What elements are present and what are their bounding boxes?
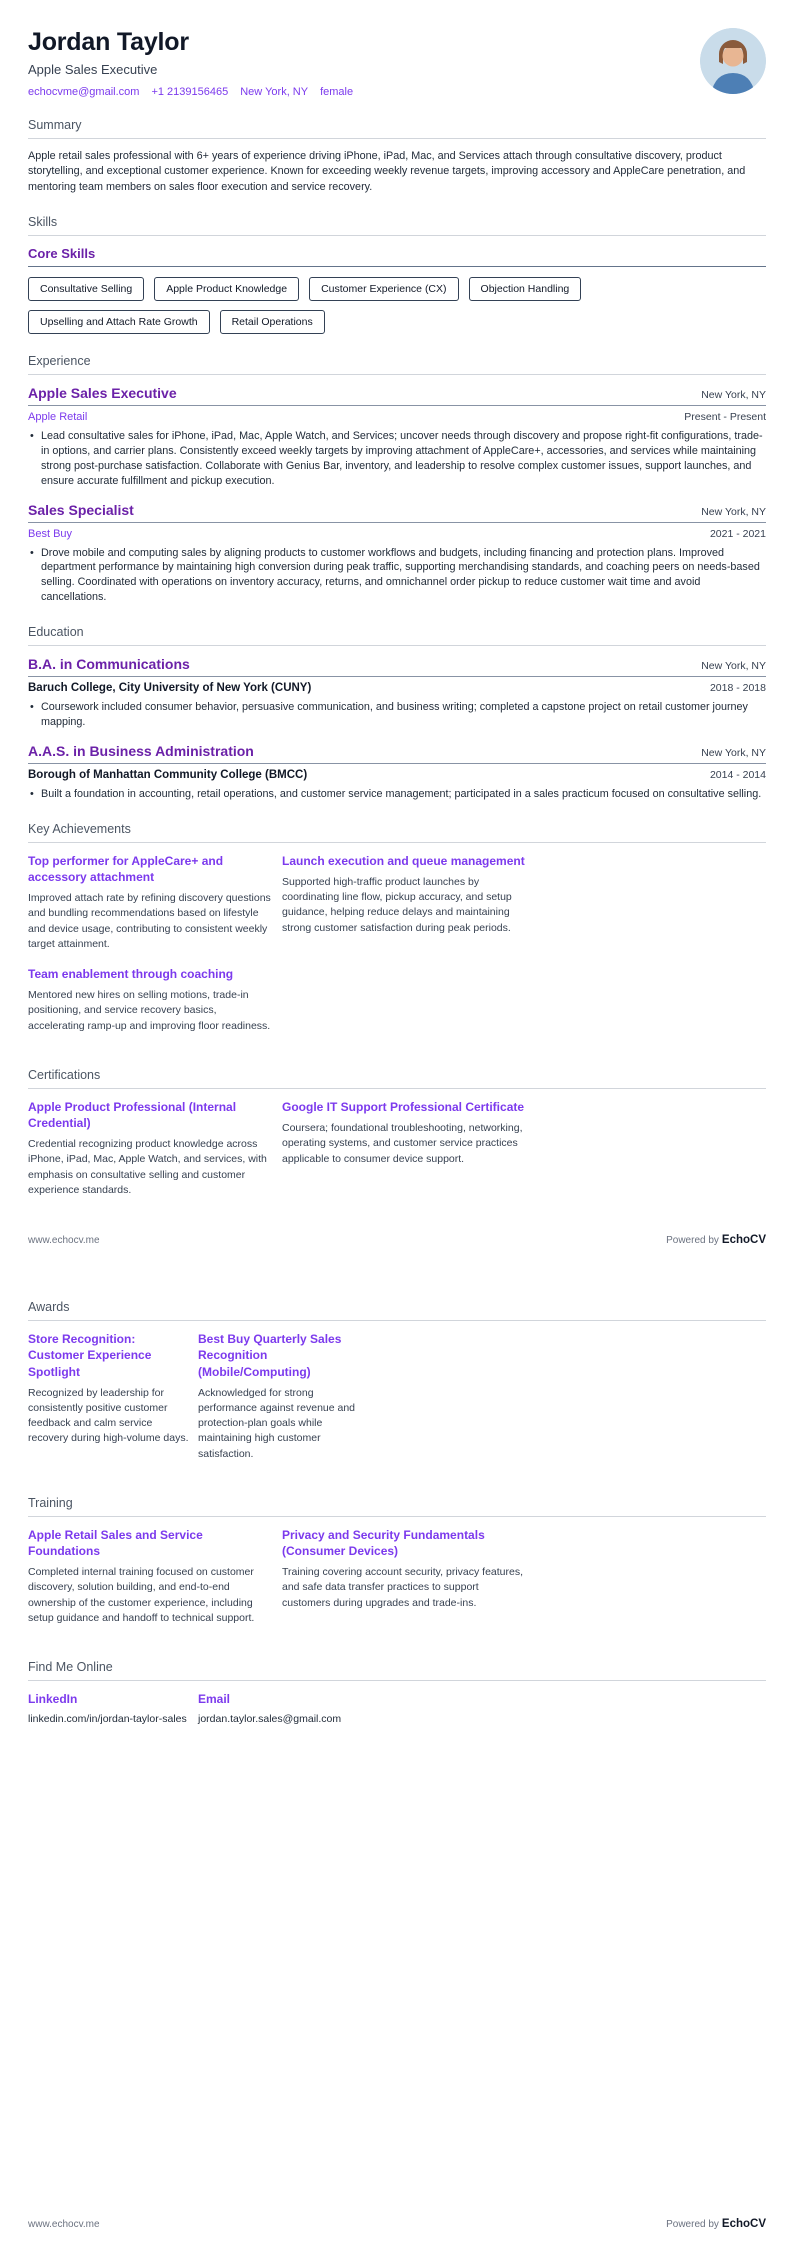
- training-text: Completed internal training focused on customer discovery, solution building, and end-to-end ownership of the customer experience, including setup guidance and handoff to technical support.: [28, 1566, 255, 1624]
- header-text: [28, 28, 353, 98]
- degree-location: New York, NY: [701, 660, 766, 673]
- award-item: [28, 1331, 190, 1446]
- section-awards: [28, 1300, 766, 1476]
- email-link[interactable]: jordan.taylor.sales@gmail.com: [198, 1713, 342, 1726]
- job-company-row: [28, 528, 766, 540]
- achievement-text: Supported high-traffic product launches by coordinating line flow, pickup accuracy, and setup guidance, helping reduce delays and maintaining strong customer satisfaction during peak periods.: [282, 875, 512, 934]
- echocv-brand-link[interactable]: EchoCV: [721, 1234, 766, 1247]
- degree-title-row: [28, 656, 766, 677]
- section-education: [28, 625, 766, 802]
- job-title: Sales Specialist: [28, 501, 134, 518]
- certifications-column-2: [282, 1099, 528, 1181]
- online-label: LinkedIn: [28, 1692, 78, 1707]
- section-training: [28, 1496, 766, 1640]
- candidate-title: Apple Sales Executive: [28, 62, 158, 77]
- skills-group-heading: Core Skills: [28, 246, 766, 267]
- experience-heading: Experience: [28, 354, 766, 375]
- find-me-online-heading: Find Me Online: [28, 1660, 766, 1681]
- skills-heading: Skills: [28, 215, 766, 236]
- section-summary: [28, 118, 766, 195]
- contact-email[interactable]: echocvme@gmail.com: [28, 86, 140, 98]
- online-item: [198, 1691, 360, 1725]
- school-dates: 2018 - 2018: [709, 682, 766, 695]
- awards-column-2: [198, 1331, 360, 1476]
- online-column-1: [28, 1691, 190, 1739]
- skill-tag: Apple Product Knowledge: [154, 277, 299, 301]
- skill-tag: Retail Operations: [220, 310, 325, 334]
- achievements-columns: [28, 853, 766, 1048]
- awards-columns: [28, 1331, 766, 1476]
- profile-photo-graphic: [700, 28, 766, 94]
- school-name: Borough of Manhattan Community College (BMCC): [28, 768, 308, 781]
- page2-footer: [28, 2214, 766, 2232]
- achievement-title: Team enablement through coaching: [28, 967, 234, 982]
- certifications-column-1: [28, 1099, 274, 1212]
- degree-title: A.A.S. in Business Administration: [28, 742, 254, 759]
- degree-location: New York, NY: [701, 746, 766, 759]
- degree-title-row: [28, 743, 766, 764]
- training-text: Training covering account security, privacy features, and safe data transfer practices to support customers during upgrades and trade-ins.: [282, 1566, 524, 1609]
- training-heading: Training: [28, 1496, 766, 1517]
- awards-column-1: [28, 1331, 190, 1460]
- certification-text: Coursera; foundational troubleshooting, networking, operating systems, and customer service practices applicable to consumer device support.: [282, 1122, 523, 1165]
- page1-footer: [28, 1230, 766, 1248]
- training-item: [28, 1527, 274, 1626]
- footer-site-link[interactable]: www.echocv.me: [28, 1235, 100, 1247]
- profile-photo: [700, 28, 766, 94]
- training-column-2: [282, 1527, 528, 1625]
- candidate-name: Jordan Taylor: [28, 28, 189, 56]
- skill-tag: Customer Experience (CX): [309, 277, 458, 301]
- section-certifications: [28, 1068, 766, 1212]
- online-column-2: [198, 1691, 360, 1739]
- contact-location: New York, NY: [240, 86, 309, 98]
- experience-entry: [28, 385, 766, 489]
- training-column-1: [28, 1527, 274, 1640]
- job-company: Best Buy: [28, 527, 73, 540]
- summary-heading: Summary: [28, 118, 766, 139]
- achievements-heading: Key Achievements: [28, 822, 766, 843]
- certifications-columns: [28, 1099, 766, 1212]
- powered-by-label: Powered by: [666, 1235, 719, 1247]
- job-company-row: [28, 411, 766, 423]
- certification-title: Google IT Support Professional Certificate: [282, 1099, 525, 1114]
- contact-phone[interactable]: +1 2139156465: [151, 86, 229, 98]
- echocv-brand-link[interactable]: EchoCV: [721, 2218, 766, 2230]
- job-location: New York, NY: [701, 505, 766, 518]
- achievements-column-1: [28, 853, 274, 1048]
- education-bullet: • Built a foundation in accounting, retail operations, and customer service management; participated in a sales practicum focused on consultative selling.: [28, 787, 766, 802]
- training-title: Apple Retail Sales and Service Foundations: [28, 1527, 203, 1558]
- training-item: [282, 1527, 528, 1611]
- job-dates: 2021 - 2021: [709, 527, 766, 540]
- training-columns: [28, 1527, 766, 1640]
- job-title: Apple Sales Executive: [28, 384, 177, 401]
- degree-title: B.A. in Communications: [28, 656, 190, 673]
- section-skills: [28, 215, 766, 334]
- certification-text: Credential recognizing product knowledge across iPhone, iPad, Mac, Apple Watch, and services, with emphasis on consultative selling and customer experience standards.: [28, 1138, 267, 1196]
- achievement-text: Improved attach rate by refining discovery questions and bundling recommendations based on lifestyle and device usage, contributing to consistent weekly target attainment.: [28, 892, 271, 950]
- award-item: [198, 1331, 360, 1462]
- summary-text: Apple retail sales professional with 6+ years of experience driving iPhone, iPad, Mac, and Services attach through consultative discovery, product storytelling, and exceptional customer experience. Known for exceeding weekly revenue targets, improving accessory and AppleCare penetration, and mentoring team members on sales floor execution and service recovery.: [28, 150, 746, 193]
- linkedin-link[interactable]: linkedin.com/in/jordan-taylor-sales: [28, 1713, 187, 1726]
- online-columns: [28, 1691, 766, 1739]
- job-title-row: [28, 502, 766, 523]
- school-row: [28, 769, 766, 781]
- training-title: Privacy and Security Fundamentals (Consumer Devices): [282, 1527, 485, 1558]
- certification-item: [28, 1099, 274, 1198]
- contact-gender: female: [320, 86, 354, 98]
- award-text: Acknowledged for strong performance against revenue and protection-plan goals while maintaining high customer satisfaction.: [198, 1386, 356, 1460]
- header: [28, 28, 766, 98]
- powered-by-label: Powered by: [666, 2219, 719, 2230]
- achievement-item: [282, 853, 528, 936]
- experience-entry: [28, 502, 766, 606]
- skill-tag: Objection Handling: [469, 277, 582, 301]
- award-text: Recognized by leadership for consistently positive customer feedback and calm service recovery during high-volume days.: [28, 1386, 189, 1445]
- achievement-item: [28, 966, 274, 1034]
- footer-powered: [666, 1230, 766, 1248]
- job-company: Apple Retail: [28, 410, 88, 423]
- achievement-title: Top performer for AppleCare+ and accessory attachment: [28, 853, 224, 884]
- skill-tags: [28, 277, 766, 334]
- skill-tag: Upselling and Attach Rate Growth: [28, 310, 210, 334]
- online-label: Email: [198, 1692, 231, 1707]
- footer-powered: [666, 2214, 766, 2232]
- certification-item: [282, 1099, 528, 1167]
- award-title: Store Recognition: Customer Experience Spotlight: [28, 1332, 152, 1379]
- education-bullet: • Coursework included consumer behavior, persuasive communication, and business writing; completed a capstone project on retail customer journey mapping.: [28, 700, 766, 730]
- job-title-row: [28, 385, 766, 406]
- school-row: [28, 682, 766, 694]
- section-experience: [28, 354, 766, 605]
- education-entry: [28, 743, 766, 802]
- certifications-heading: Certifications: [28, 1068, 766, 1089]
- footer-site-link[interactable]: www.echocv.me: [28, 2219, 100, 2230]
- awards-heading: Awards: [28, 1300, 766, 1321]
- online-item: [28, 1691, 190, 1725]
- job-location: New York, NY: [701, 388, 766, 401]
- job-bullet: • Drove mobile and computing sales by aligning products to customer workflows and budgets, including financing and protection plans. Improved department performance by maintaining high conversion during peak traffic, supporting merchandising standards, and coaching peers on needs-based selling. Coordinated with operations on inventory accuracy, returns, and omnichannel order pickup to reduce customer wait time and avoid cancellations.: [28, 546, 766, 606]
- certification-title: Apple Product Professional (Internal Credential): [28, 1099, 237, 1131]
- award-title: Best Buy Quarterly Sales Recognition (Mobile/Computing): [198, 1332, 342, 1379]
- achievements-column-2: [282, 853, 528, 950]
- achievement-item: [28, 853, 274, 952]
- school-name: Baruch College, City University of New York (CUNY): [28, 682, 312, 695]
- education-entry: [28, 656, 766, 730]
- section-find-me-online: [28, 1660, 766, 1739]
- section-key-achievements: [28, 822, 766, 1048]
- education-heading: Education: [28, 625, 766, 646]
- job-bullet: • Lead consultative sales for iPhone, iPad, Mac, Apple Watch, and Services; uncover needs through discovery and propose right-fit configurations, trade-in options, and carrier plans. Consistently exceed weekly targets by improving attachment of AppleCare+, accessories, and services while maintaining strong post-purchase satisfaction. Collaborate with Genius Bar, inventory, and leadership to resolve complex customer issues, support launches, and ensure accurate fulfillment and pickup execution.: [28, 429, 766, 489]
- achievement-text: Mentored new hires on selling motions, trade-in positioning, and service recovery basics, accelerating ramp-up and improving floor readiness.: [28, 989, 271, 1032]
- skill-tag: Consultative Selling: [28, 277, 144, 301]
- achievement-title: Launch execution and queue management: [282, 853, 525, 868]
- school-dates: 2014 - 2014: [709, 768, 766, 781]
- contact-row: [28, 86, 353, 98]
- job-dates: Present - Present: [684, 410, 766, 423]
